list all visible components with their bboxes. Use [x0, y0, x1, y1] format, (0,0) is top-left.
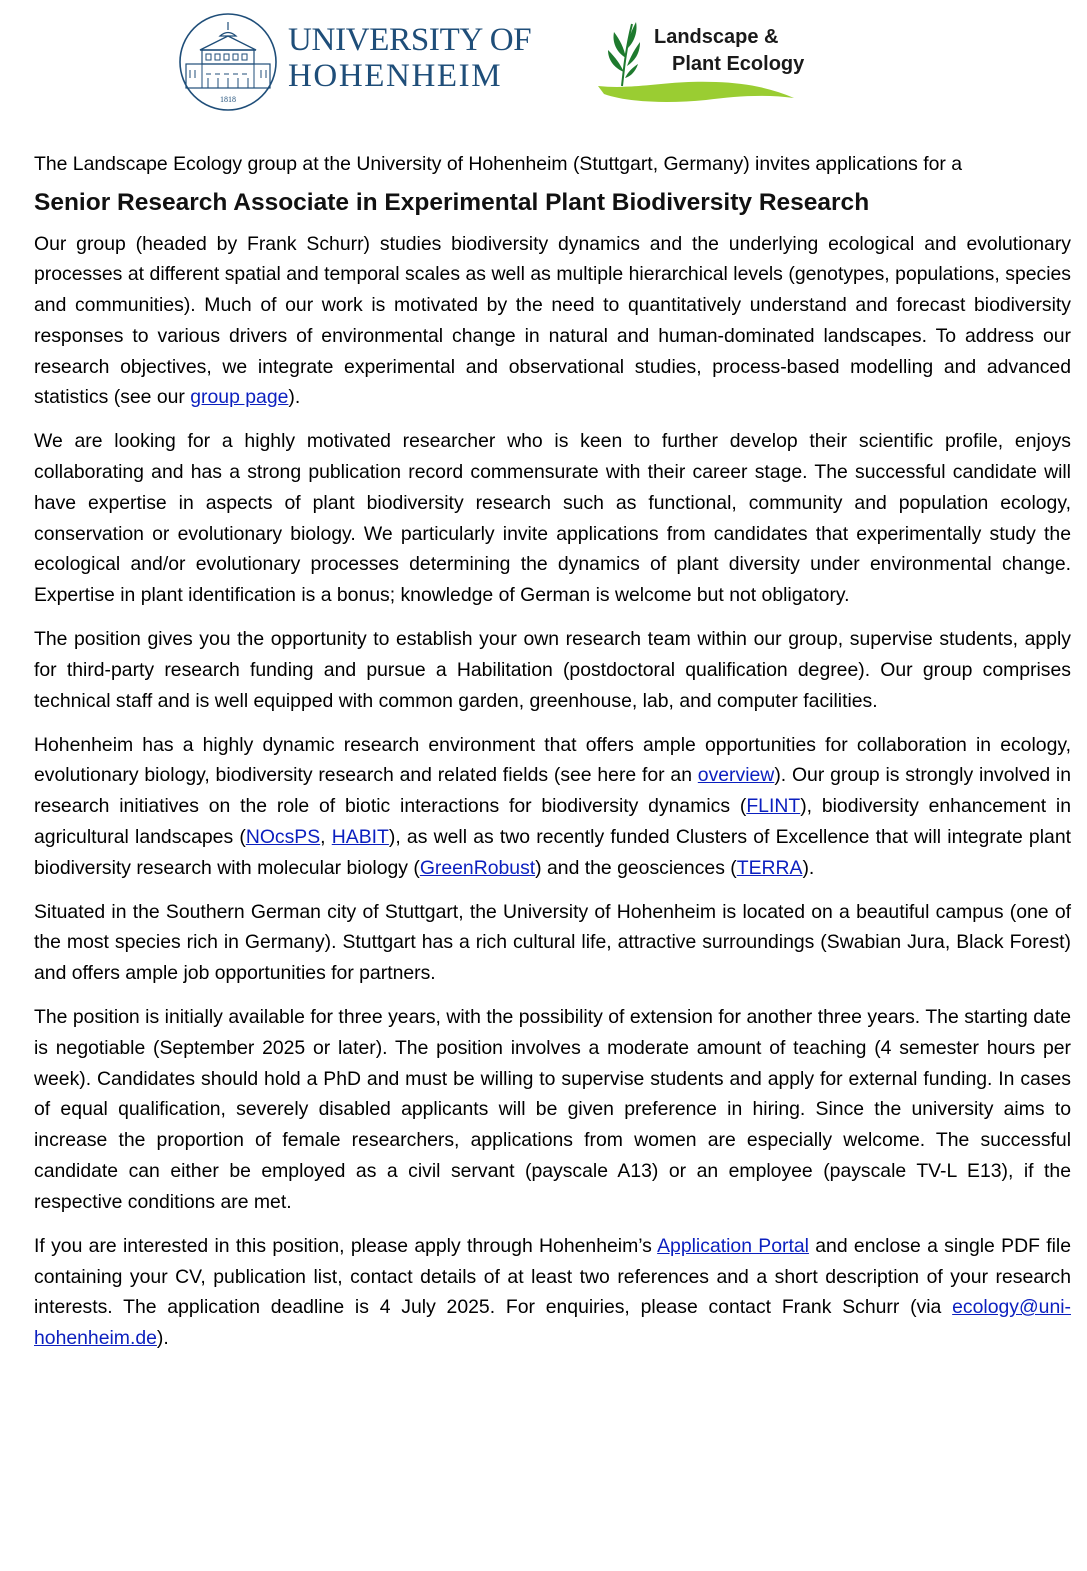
- page-header: [0, 0, 1087, 120]
- application-portal-link[interactable]: Application Portal: [657, 1234, 809, 1257]
- greenrobust-link[interactable]: GreenRobust: [419, 856, 536, 879]
- contact-email-link[interactable]: ecology@uni-hohenheim.de: [34, 1296, 1071, 1349]
- paragraph-candidate-profile: We are looking for a highly motivated researcher who is keen to further develop their scientific profile, enjoys collaborating and has a strong publication record commensurate with their career stage. The successful candidate will have expertise in aspects of plant biodiversity research such as functional, community and population ecology, conservation or evolutionary biology. We particularly invite applications from candidates that experimentally study the ecological and/or evolutionary processes determining the dynamics of plant diversity under environmental change. Expertise in plant identification is a bonus; knowledge of German is welcome but not obligatory.: [34, 430, 1071, 606]
- university-of-hohenheim-logo: [178, 12, 548, 112]
- terra-link[interactable]: TERRA: [736, 856, 803, 879]
- job-posting-body: [34, 149, 1071, 1367]
- intro-text: The Landscape Ecology group at the University of Hohenheim (Stuttgart, Germany) invites applications for a: [34, 153, 962, 175]
- landscape-plant-ecology-logo: [596, 18, 846, 108]
- paragraph-conditions: The position is initially available for three years, with the possibility of extension for another three years. The starting date is negotiable (September 2025 or later). The position involves a moderate amount of teaching (4 semester hours per week). Candidates should hold a PhD and must be willing to supervise students and apply for external funding. In cases of equal qualification, severely disabled applicants will be given preference in hiring. Since the university aims to increase the proportion of female researchers, applications from women are especially welcome. The successful candidate can either be employed as a civil servant (payscale A13) or an employee (payscale TV-L E13), if the respective conditions are met.: [34, 1006, 1071, 1213]
- overview-link[interactable]: overview: [697, 764, 775, 787]
- paragraph-research-group: Our group (headed by Frank Schurr) studies biodiversity dynamics and the underlying ecological and evolutionary processes at different spatial and temporal scales as well as multiple hierarchical levels (genotypes, populations, species and communities). Much of our work is motivated by the need to quantitatively understand and forecast biodiversity responses to various drivers of environmental change in natural and human-dominated landscapes. To address our research objectives, we integrate experimental and observational studies, process-based modelling and advanced statistics (see our group page).: [34, 232, 1071, 409]
- group-wordmark-line2: Plant Ecology: [672, 53, 805, 75]
- position-title: Senior Research Associate in Experimental Plant Biodiversity Research: [34, 188, 870, 216]
- paragraph-research-environment: Hohenheim has a highly dynamic research environment that offers ample opportunities for collaboration in ecology, evolutionary biology, biodiversity research and related fields (see here for an overview). Our group is strongly involved in research initiatives on the role of biotic interactions for biodiversity dynamics (FLINT), biodiversity enhancement in agricultural landscapes (NOcsPS, HABIT), as well as two recently funded Clusters of Excellence that will integrate plant biodiversity research with molecular biology (GreenRobust) and the geosciences (TERRA).: [34, 733, 1071, 879]
- nocsps-link[interactable]: NOcsPS: [245, 825, 321, 848]
- habit-link[interactable]: HABIT: [331, 825, 389, 848]
- university-seal-icon: [178, 12, 278, 112]
- paragraph-opportunities: The position gives you the opportunity to establish your own research team within our group, supervise students, apply for third-party research funding and pursue a Habilitation (postdoctoral qualification degree). Our group comprises technical staff and is well equipped with common garden, greenhouse, lab, and computer facilities.: [34, 628, 1071, 712]
- group-page-link[interactable]: group page: [190, 386, 289, 409]
- svg-text:1818: 1818: [220, 95, 236, 104]
- paragraph-application: If you are interested in this position, please apply through Hohenheim’s Application Portal and enclose a single PDF file containing your CV, publication list, contact details of at least two references and a short description of your research interests. The application deadline is 4 July 2025. For enquiries, please contact Frank Schurr (via ecology@uni-hohenheim.de).: [34, 1234, 1072, 1349]
- university-wordmark-line2: HOHENHEIM: [288, 58, 503, 94]
- university-wordmark: [288, 22, 531, 94]
- flint-link[interactable]: FLINT: [746, 795, 801, 818]
- university-wordmark-line1: UNIVERSITY OF: [288, 22, 532, 58]
- paragraph-location: Situated in the Southern German city of Stuttgart, the University of Hohenheim is located on a beautiful campus (one of the most species rich in Germany). Stuttgart has a rich cultural life, attractive surroundings (Swabian Jura, Black Forest) and offers ample job opportunities for partners.: [34, 900, 1071, 985]
- group-wordmark-line1: Landscape &: [654, 26, 779, 48]
- group-wordmark: [654, 24, 804, 78]
